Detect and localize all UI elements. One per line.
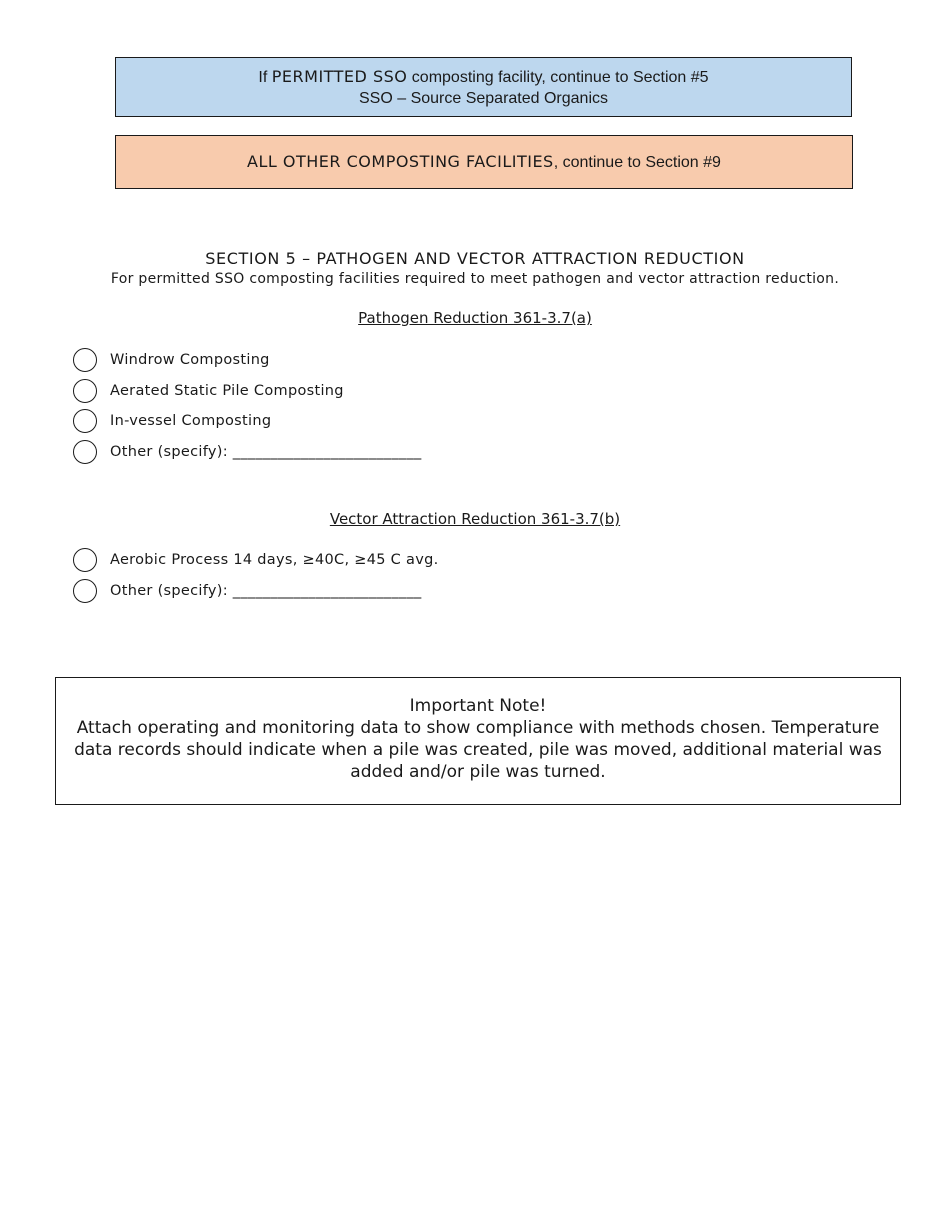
radio-button[interactable] (73, 579, 97, 603)
permitted-notice-line2: SSO – Source Separated Organics (358, 90, 609, 107)
option-label: Other (specify): _________________________ (110, 583, 422, 599)
option-label: In-vessel Composting (110, 413, 272, 429)
radio-button[interactable] (73, 548, 97, 572)
option-pathogen-other[interactable] (73, 438, 422, 466)
option-label: Aerobic Process 14 days, ≥40C, ≥45 C avg. (110, 552, 439, 568)
permitted-notice-prefix: If (258, 69, 272, 86)
section-subtitle: For permitted SSO composting facilities required to meet pathogen and vector attraction reduction. (110, 271, 840, 287)
option-windrow-composting[interactable] (73, 346, 270, 374)
radio-button[interactable] (73, 348, 97, 372)
other-facilities-notice (115, 135, 853, 189)
radio-button[interactable] (73, 440, 97, 464)
permitted-notice-emphasis: PERMITTED SSO (271, 67, 408, 86)
option-aerated-static-pile[interactable] (73, 377, 344, 405)
pathogen-reduction-heading: Pathogen Reduction 361-3.7(a) (358, 309, 592, 327)
permitted-notice-suffix: composting facility, continue to Section #5 (407, 69, 709, 86)
other-notice-suffix: , continue to Section #9 (553, 154, 721, 171)
note-title: Important Note! (409, 696, 547, 716)
option-label: Aerated Static Pile Composting (110, 383, 344, 399)
important-note-box (55, 677, 901, 805)
note-body: Attach operating and monitoring data to show compliance with methods chosen. Temperature data records should indicate when a pile was created, pile was moved, additional material was added and/or pile was turned. (74, 718, 882, 782)
radio-button[interactable] (73, 409, 97, 433)
permitted-sso-notice (115, 57, 852, 117)
permitted-notice-line1 (116, 66, 851, 88)
radio-button[interactable] (73, 379, 97, 403)
vector-attraction-heading: Vector Attraction Reduction 361-3.7(b) (329, 510, 621, 528)
option-label: Other (specify): _________________________ (110, 444, 422, 460)
other-notice-emphasis: ALL OTHER COMPOSTING FACILITIES (247, 152, 554, 171)
option-vector-other[interactable] (73, 577, 422, 605)
option-in-vessel-composting[interactable] (73, 407, 271, 435)
section-title: SECTION 5 – PATHOGEN AND VECTOR ATTRACTION REDUCTION (205, 249, 745, 268)
option-aerobic-process[interactable] (73, 546, 439, 574)
option-label: Windrow Composting (110, 352, 270, 368)
